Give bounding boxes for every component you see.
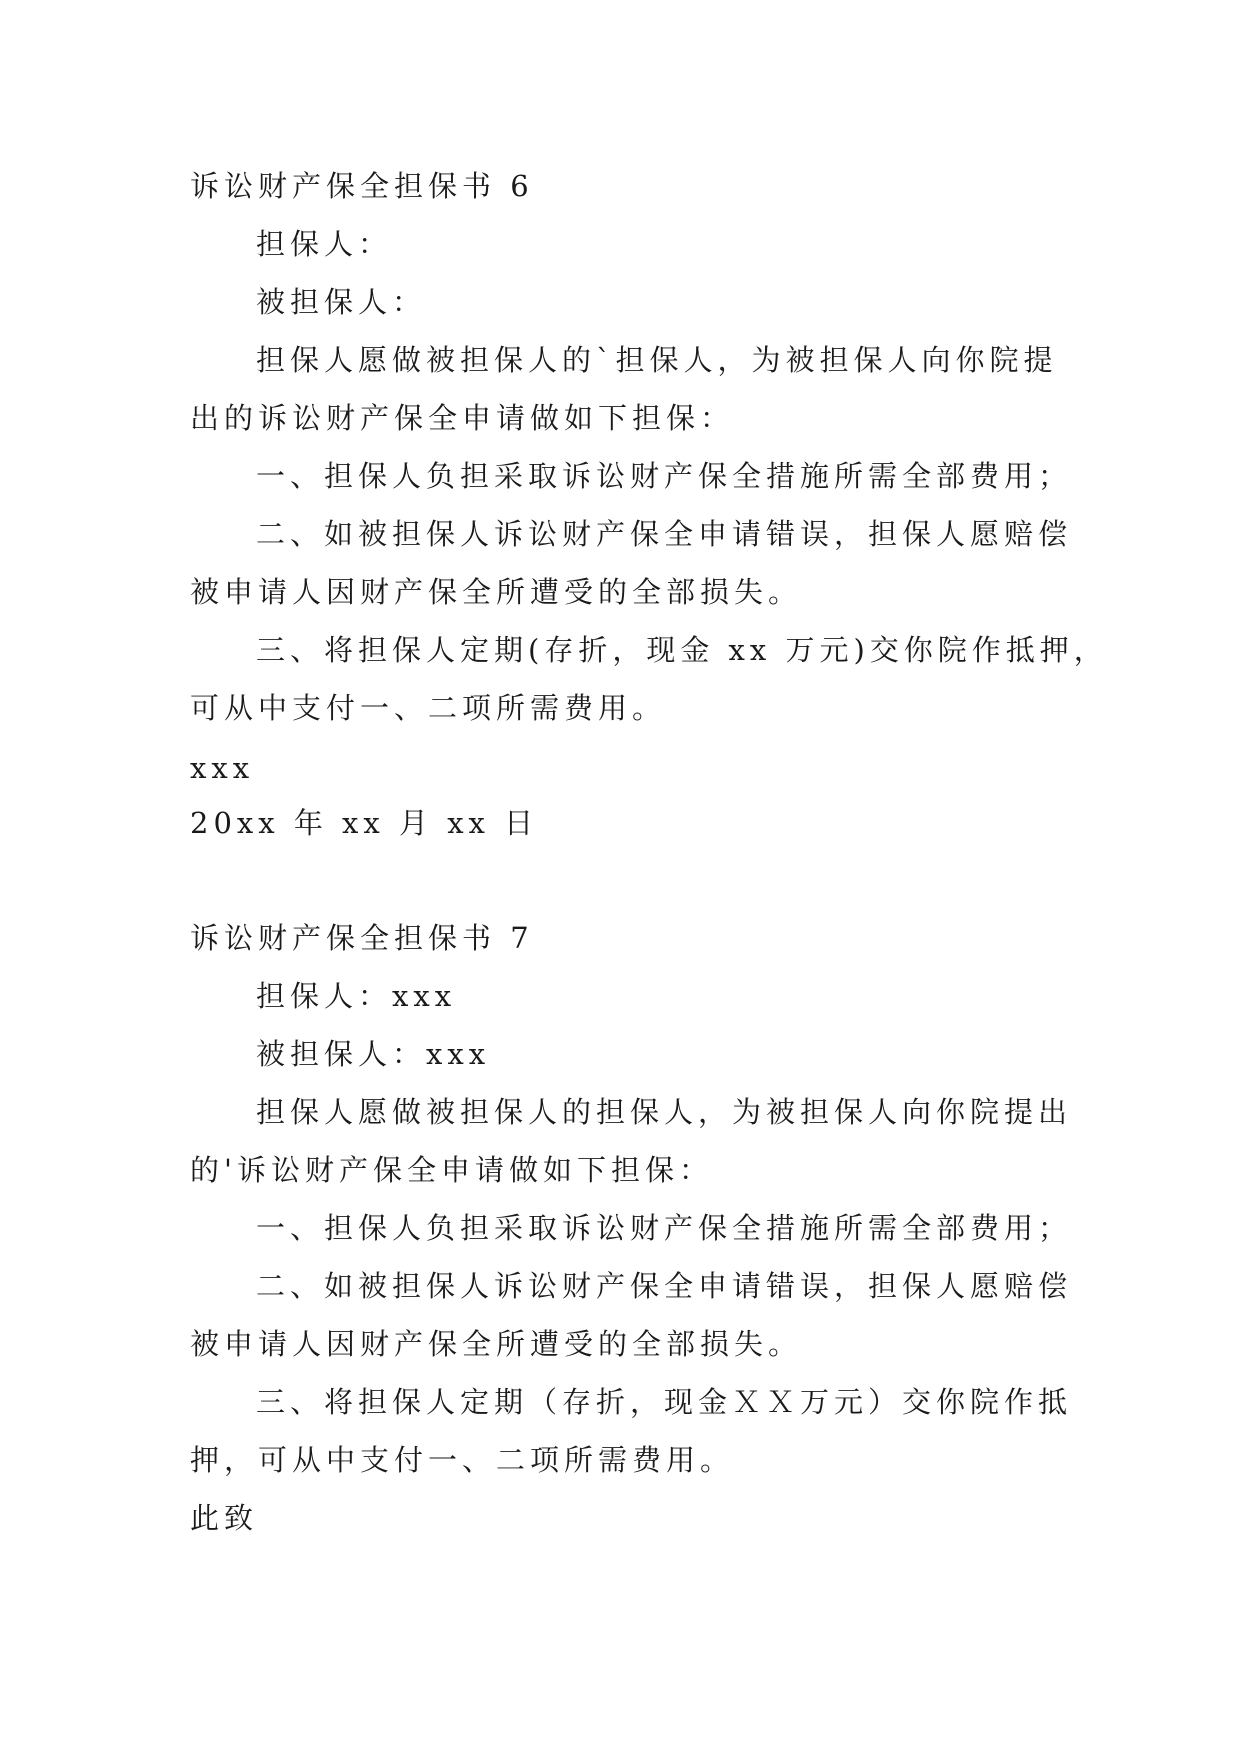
guaranteed-line: 被担保人：xxx — [256, 1037, 491, 1071]
section-title: 诉讼财产保全担保书 6 — [190, 169, 534, 203]
intro-paragraph-line: 担保人愿做被担保人的`担保人，为被担保人向你院提 — [256, 343, 1058, 377]
clause-three-line: 可从中支付一、二项所需费用。 — [190, 691, 667, 725]
guaranteed-line: 被担保人： — [256, 285, 427, 319]
date-line: 20xx 年 xx 月 xx 日 — [190, 806, 539, 840]
clause-two-line: 被申请人因财产保全所遭受的全部损失。 — [190, 575, 803, 609]
clause-three-line: 三、将担保人定期（存折，现金ＸＸ万元）交你院作抵 — [256, 1385, 1073, 1419]
intro-paragraph-line: 的'诉讼财产保全申请做如下担保： — [190, 1153, 713, 1187]
section-title: 诉讼财产保全担保书 7 — [190, 921, 534, 955]
clause-three-line: 三、将担保人定期(存折，现金 xx 万元)交你院作抵押， — [256, 633, 1108, 667]
clause-one: 一、担保人负担采取诉讼财产保全措施所需全部费用； — [256, 1211, 1073, 1245]
clause-one: 一、担保人负担采取诉讼财产保全措施所需全部费用； — [256, 459, 1073, 493]
intro-paragraph-line: 出的诉讼财产保全申请做如下担保： — [190, 401, 735, 435]
signature: xxx — [190, 751, 255, 785]
guarantor-line: 担保人： — [256, 227, 393, 261]
closing-salutation: 此致 — [190, 1501, 259, 1535]
intro-paragraph-line: 担保人愿做被担保人的担保人，为被担保人向你院提出 — [256, 1095, 1073, 1129]
clause-two-line: 二、如被担保人诉讼财产保全申请错误，担保人愿赔偿 — [256, 1269, 1073, 1303]
clause-two-line: 二、如被担保人诉讼财产保全申请错误，担保人愿赔偿 — [256, 517, 1073, 551]
clause-two-line: 被申请人因财产保全所遭受的全部损失。 — [190, 1327, 803, 1361]
clause-three-line: 押，可从中支付一、二项所需费用。 — [190, 1443, 735, 1477]
guarantor-line: 担保人：xxx — [256, 979, 457, 1013]
